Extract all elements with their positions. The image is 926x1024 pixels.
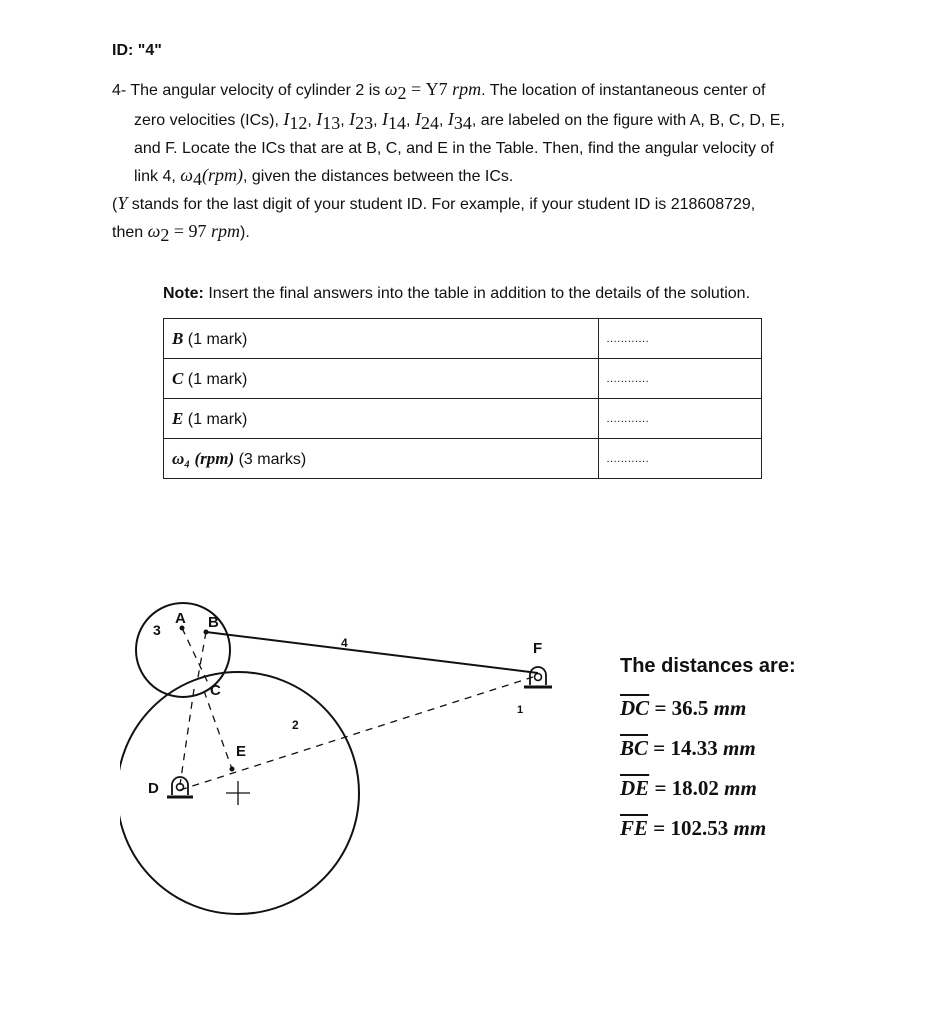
- subscript: 34: [453, 113, 472, 134]
- label-4: 4: [341, 636, 348, 650]
- label-1: 1: [517, 704, 524, 716]
- distance-row: [620, 736, 796, 761]
- ic-symbol: I: [447, 109, 454, 130]
- subscript: 12: [289, 113, 308, 134]
- distance-unit: mm: [713, 696, 747, 720]
- distances-heading: The distances are:: [620, 655, 796, 677]
- subscript: 2: [160, 225, 170, 246]
- distance-unit: mm: [733, 816, 767, 840]
- unit-text: rpm: [452, 79, 482, 99]
- problem-text: and F. Locate the ICs that are at B, C, and E in the Table. Then, find the angular velocity of: [134, 140, 774, 158]
- segment-label: $\overline{BC}$: [620, 736, 649, 760]
- ic-symbol: I: [283, 109, 290, 130]
- table-row: [164, 319, 762, 359]
- equation-text: = Y7: [406, 79, 453, 99]
- distance-row: [620, 816, 796, 841]
- equation-text: = 97: [169, 221, 211, 241]
- table-row: [164, 359, 762, 399]
- dashed-line-ac: [182, 628, 208, 683]
- y-symbol: Y: [117, 193, 128, 213]
- table-cell-label: [164, 439, 599, 479]
- ic-symbol: I: [414, 109, 421, 130]
- dashed-line-cd: [180, 689, 194, 785]
- table-cell-label: [164, 399, 599, 439]
- subscript: 14: [388, 113, 407, 134]
- note-bold: Note:: [163, 285, 204, 302]
- answer-cell-e[interactable]: ............: [598, 399, 762, 439]
- table-cell-label: [164, 359, 599, 399]
- distance-value: = 14.33: [648, 736, 723, 760]
- problem-text: , given the distances between the ICs.: [242, 168, 514, 186]
- label-c: C: [210, 682, 221, 699]
- ic-symbol: I: [349, 109, 356, 130]
- distances-panel: [620, 655, 796, 856]
- subscript: 24: [420, 113, 439, 134]
- row-marks: (1 mark): [183, 410, 248, 428]
- id-label: ID: "4": [112, 42, 162, 59]
- answer-cell-b[interactable]: ............: [598, 319, 762, 359]
- point-e: [230, 767, 235, 772]
- problem-statement: 4- The angular velocity of cylinder 2 is $\omega_2 = Y7$ rpm. The location of instantaneous center of zero velocities (ICs), $I_{12}$, $I_{13}$, $I_{23}$, $I_{14}$, $I_{24}$, $I_{34}$, are labeled on the figure with A, B, C, D, E, and F. Locate the ICs that are at B, C, and E in the Table. Then, find the angular velocity of link 4, $\omega_4(rpm)$, given the distances between the ICs.: [112, 79, 785, 190]
- subscript: 4: [192, 169, 202, 190]
- student-id-note: (Y stands for the last digit of your student ID. For example, if your student ID is 218608729, then $\omega_2 = 97$ rpm).: [112, 193, 756, 246]
- note-text: Insert the final answers into the table in addition to the details of the solution.: [203, 285, 751, 302]
- mechanism-diagram: [120, 585, 580, 945]
- problem-text: zero velocities (ICs),: [134, 112, 284, 130]
- ic-symbol: I: [316, 109, 323, 130]
- note-text: stands for the last digit of your student ID. For example, if your student ID is 218608729,: [127, 196, 756, 213]
- segment-label: $\overline{DE}$: [620, 776, 650, 800]
- distance-value: = 18.02: [649, 776, 725, 800]
- row-marks: (1 mark): [183, 330, 248, 348]
- label-b: B: [208, 614, 219, 631]
- ground-pivot-f: [524, 667, 552, 687]
- row-marks: (1 mark): [183, 370, 248, 388]
- table-row: [164, 439, 762, 479]
- table-note: [163, 285, 750, 303]
- link-4: [206, 632, 538, 673]
- subscript: 13: [322, 113, 341, 134]
- unit-text: (rpm): [201, 165, 243, 186]
- omega-symbol: ω: [384, 79, 398, 99]
- subscript: 2: [397, 83, 407, 104]
- omega-symbol: ω: [180, 165, 193, 186]
- distance-value: = 102.53: [648, 816, 734, 840]
- row-key: E: [172, 408, 184, 428]
- label-2: 2: [292, 718, 299, 732]
- distance-row: [620, 776, 796, 801]
- note-text: then: [112, 224, 148, 241]
- answer-cell-omega4[interactable]: ............: [598, 439, 762, 479]
- label-d: D: [148, 780, 159, 797]
- problem-text: link 4,: [134, 168, 181, 186]
- distance-value: = 36.5: [649, 696, 714, 720]
- note-text: ).: [239, 224, 250, 241]
- table-row: [164, 399, 762, 439]
- row-key: B: [172, 328, 184, 348]
- problem-text: . The location of instantaneous center of: [481, 82, 766, 99]
- row-marks: (3 marks): [234, 450, 307, 468]
- ic-symbol: I: [382, 109, 389, 130]
- answer-cell-c[interactable]: ............: [598, 359, 762, 399]
- label-3: 3: [153, 622, 161, 638]
- segment-label: $\overline{DC}$: [620, 696, 650, 720]
- segment-label: $\overline{FE}$: [620, 816, 649, 840]
- omega-symbol: ω: [147, 221, 161, 241]
- distance-row: [620, 696, 796, 721]
- answer-table: [163, 318, 762, 479]
- problem-text: are labeled on the figure with A, B, C, D, E,: [476, 112, 785, 130]
- distance-unit: mm: [724, 776, 757, 800]
- label-f: F: [533, 640, 543, 657]
- ground-pivot-d: [167, 777, 193, 797]
- label-e: E: [236, 743, 247, 760]
- label-a: A: [175, 610, 186, 627]
- table-cell-label: [164, 319, 599, 359]
- row-key: ω₄ (rpm): [172, 448, 235, 468]
- unit-text: rpm: [210, 221, 240, 241]
- distance-unit: mm: [722, 736, 756, 760]
- row-key: C: [172, 368, 184, 388]
- problem-text: 4- The angular velocity of cylinder 2 is: [112, 82, 385, 99]
- dashed-line-ce: [204, 691, 232, 769]
- subscript: 23: [355, 113, 374, 134]
